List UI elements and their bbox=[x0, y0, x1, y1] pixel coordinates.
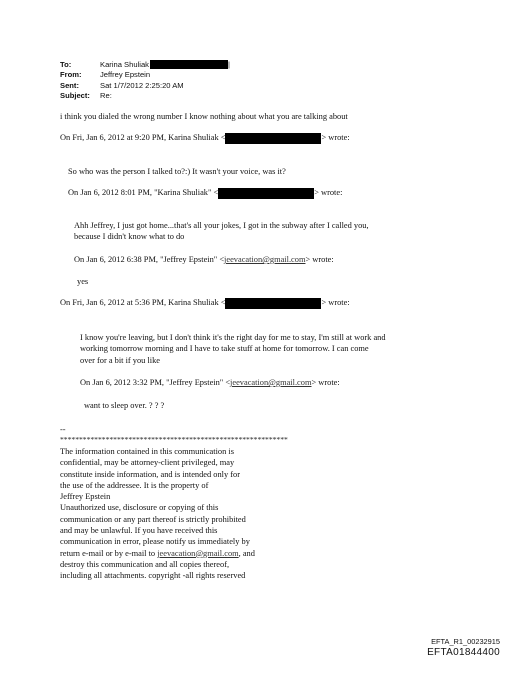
quote-text-2 bbox=[74, 220, 369, 243]
quote-header-3-suffix: > wrote: bbox=[305, 255, 334, 264]
disclaimer-line: communication or any part thereof is strictly prohibited bbox=[60, 514, 246, 524]
subject-value: Re: bbox=[100, 91, 112, 101]
from-value: Jeffrey Epstein bbox=[100, 70, 151, 80]
email-link[interactable]: jeevacation@gmail.com bbox=[224, 255, 306, 264]
quote-text-3: yes bbox=[77, 277, 89, 286]
quote-header-3 bbox=[74, 254, 334, 265]
quote-header-2 bbox=[68, 187, 342, 199]
disclaimer-line: constitute inside information, and is intended only for bbox=[60, 469, 241, 479]
quote-text-4-line: I know you're leaving, but I don't think it's the right day for me to stay, I'm still at work and bbox=[80, 333, 386, 342]
email-link[interactable]: jeevacation@gmail.com bbox=[230, 378, 312, 387]
quote-header-2-prefix: On Jan 6, 2012 8:01 PM, "Karina Shuliak" < bbox=[68, 188, 219, 197]
email-header bbox=[60, 60, 230, 102]
sent-value: Sat 1/7/2012 2:25:20 AM bbox=[100, 80, 184, 90]
redaction-box bbox=[150, 60, 228, 69]
quote-text-4-line: over for a bit if you like bbox=[80, 355, 161, 365]
quote-header-5-suffix: > wrote: bbox=[311, 378, 340, 387]
bates-number-small: EFTA_R1_00232915 bbox=[431, 637, 500, 646]
signature-stars: ************************************************************ bbox=[60, 435, 288, 444]
disclaimer-line: including all attachments. copyright -all rights reserved bbox=[60, 571, 246, 581]
quote-text-2-line: because I didn't know what to do bbox=[74, 232, 185, 242]
quote-header-1-suffix: > wrote: bbox=[321, 133, 350, 142]
disclaimer-line: communication in error, please notify us immediately by bbox=[60, 537, 250, 547]
quote-header-4-prefix: On Fri, Jan 6, 2012 at 5:36 PM, Karina Shuliak < bbox=[60, 298, 226, 307]
quote-text-5: want to sleep over. ? ? ? bbox=[84, 401, 165, 410]
quote-header-3-prefix: On Jan 6, 2012 6:38 PM, "Jeffrey Epstein" < bbox=[74, 255, 225, 264]
subject-row bbox=[60, 91, 230, 101]
quote-header-5 bbox=[80, 377, 340, 388]
from-label: From: bbox=[60, 70, 82, 80]
disclaimer-line: and may be unlawful. If you have received this bbox=[60, 526, 218, 536]
quote-text-4 bbox=[80, 332, 386, 366]
signature-dashes: -- bbox=[60, 425, 66, 434]
quote-text-1: So who was the person I talked to?:) It wasn't your voice, was it? bbox=[68, 167, 286, 176]
to-label: To: bbox=[60, 60, 72, 69]
reply-text: i think you dialed the wrong number I know nothing about what you are talking about bbox=[60, 112, 348, 121]
quote-header-2-suffix: > wrote: bbox=[314, 188, 343, 197]
from-row bbox=[60, 70, 230, 80]
subject-label: Subject: bbox=[60, 91, 90, 101]
disclaimer-line: confidential, may be attorney-client privileged, may bbox=[60, 458, 235, 468]
disclaimer-line: The information contained in this communication is bbox=[60, 447, 234, 456]
disclaimer-line: the use of the addressee. It is the property of bbox=[60, 480, 209, 490]
redaction-box bbox=[225, 298, 321, 309]
redaction-box bbox=[218, 188, 314, 199]
quote-header-1-prefix: On Fri, Jan 6, 2012 at 9:20 PM, Karina Shuliak < bbox=[60, 133, 226, 142]
to-row: To: Karina Shuliak | bbox=[60, 60, 230, 69]
sent-row bbox=[60, 81, 230, 91]
sent-label: Sent: bbox=[60, 80, 79, 90]
bates-number-large: EFTA01844400 bbox=[427, 647, 500, 658]
quote-header-5-prefix: On Jan 6, 2012 3:32 PM, "Jeffrey Epstein" < bbox=[80, 378, 231, 387]
quote-header-4-suffix: > wrote: bbox=[321, 298, 350, 307]
quote-header-4 bbox=[60, 297, 350, 309]
disclaimer-line-suffix: , and bbox=[238, 548, 255, 558]
disclaimer-line-prefix: return e-mail or by e-mail to bbox=[60, 548, 158, 558]
redaction-box bbox=[225, 133, 321, 144]
quote-header-1 bbox=[60, 132, 350, 144]
email-link[interactable]: jeevacation@gmail.com bbox=[157, 548, 239, 558]
disclaimer-line: Unauthorized use, disclosure or copying of this bbox=[60, 503, 219, 513]
quote-text-2-line: Ahh Jeffrey, I just got home...that's all your jokes, I got in the subway after I called you, bbox=[74, 221, 369, 230]
quote-text-4-line: working tomorrow morning and I have to take stuff at home for tomorrow. I can come bbox=[80, 344, 369, 354]
disclaimer-line bbox=[60, 548, 255, 559]
disclaimer-line: destroy this communication and all copies thereof, bbox=[60, 559, 230, 569]
disclaimer bbox=[60, 446, 255, 582]
disclaimer-line: Jeffrey Epstein bbox=[60, 492, 111, 502]
to-value: Karina Shuliak bbox=[100, 60, 149, 69]
